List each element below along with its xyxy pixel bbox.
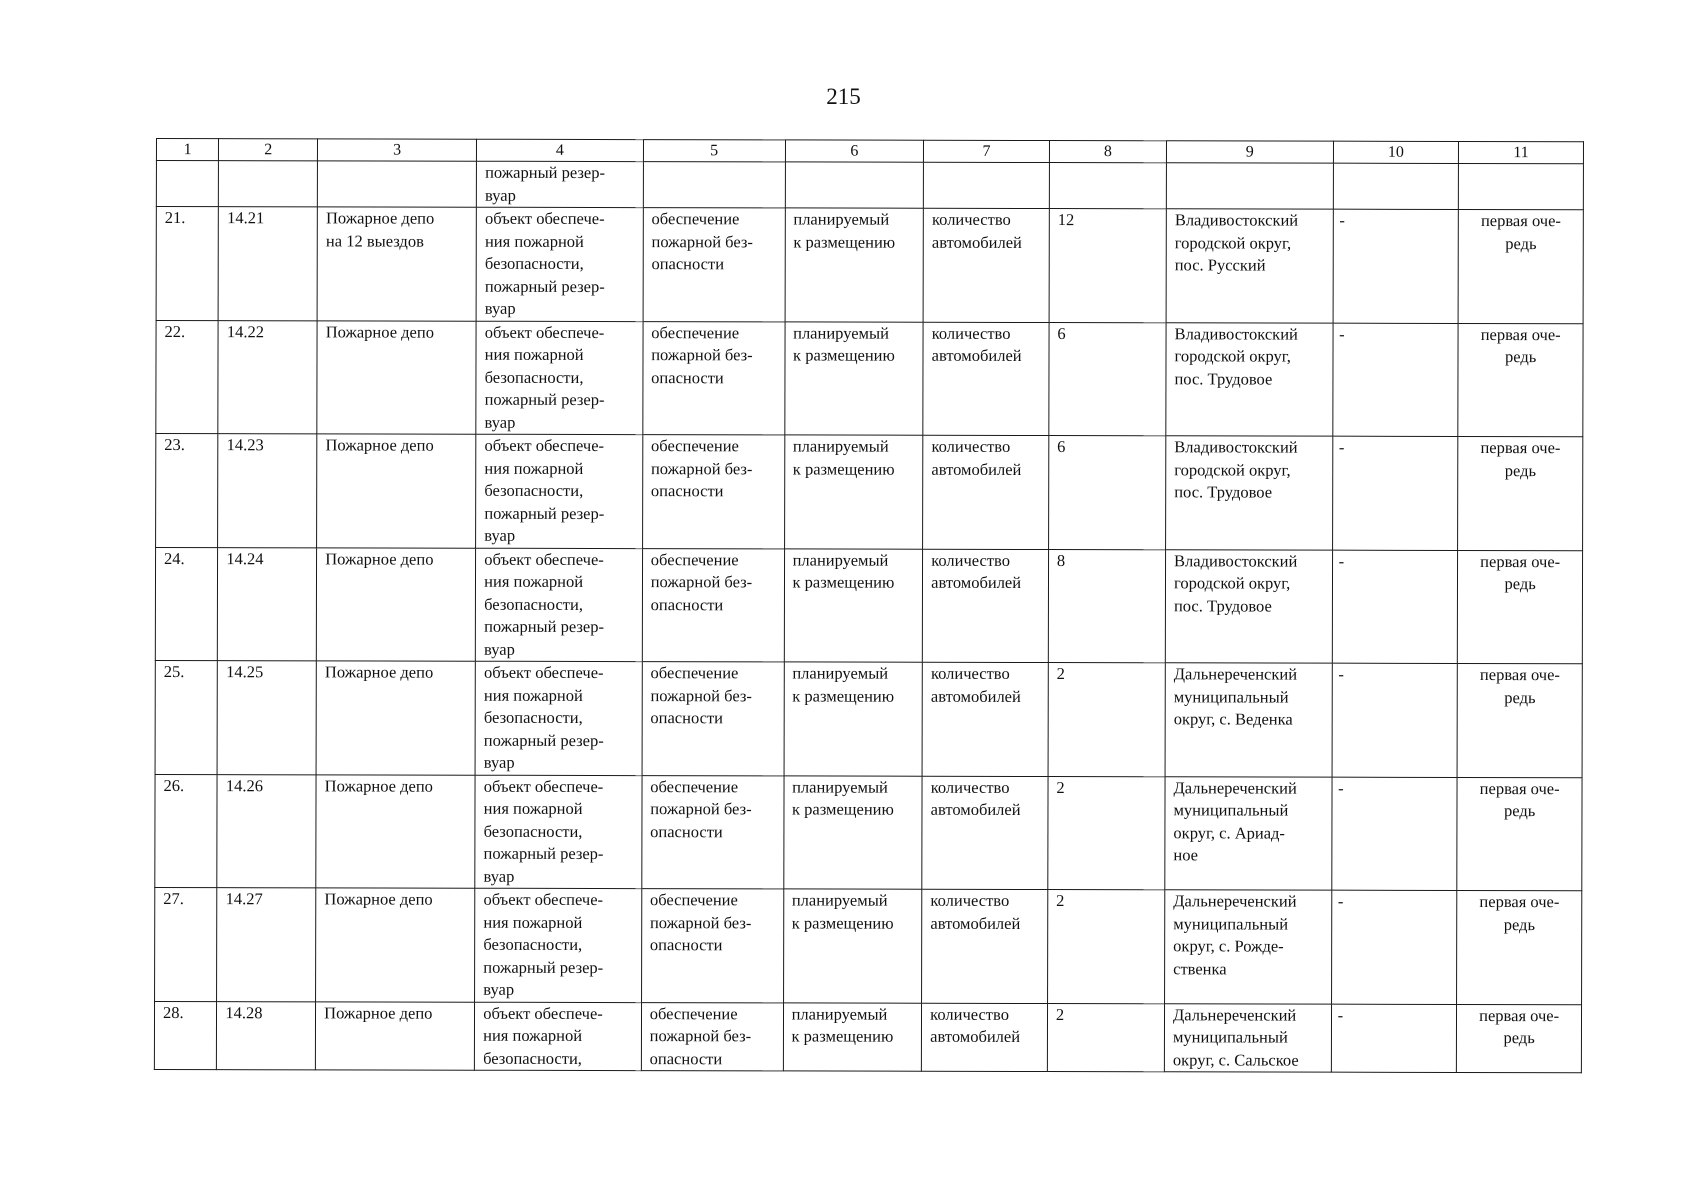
table-cell-col-9 <box>1166 163 1333 209</box>
table-cell-col-8: 2 <box>1047 890 1164 1004</box>
table-cell-col-5: обеспечение пожарной без- опасности <box>642 548 784 662</box>
table-cell-col-1: 24. <box>155 547 218 661</box>
table-row <box>154 1001 1581 1073</box>
table-cell-col-8 <box>1049 163 1166 209</box>
table-cell-col-5: обеспечение пожарной без- опасности <box>643 321 785 435</box>
table-header <box>156 139 1583 164</box>
table-cell-col-5: обеспечение пожарной без- опасности <box>642 775 784 889</box>
table-cell-col-2: 14.27 <box>217 888 316 1002</box>
table-cell-col-10: - <box>1332 550 1458 664</box>
table-cell-col-10: - <box>1331 890 1457 1004</box>
page-number: 215 <box>826 84 861 109</box>
table-cell-col-8: 2 <box>1048 776 1165 890</box>
table-cell-col-3: Пожарное депо <box>317 320 476 434</box>
table-cell-col-7: количество автомобилей <box>923 435 1049 549</box>
facilities-table <box>154 138 1584 1073</box>
table-cell-col-5 <box>643 162 785 208</box>
table-cell-col-2: 14.23 <box>218 434 317 548</box>
table-cell-col-9: Дальнереченский муниципальный округ, с. Сальское <box>1164 1003 1331 1072</box>
table-cell-col-9: Владивостокский городской округ, пос. Трудовое <box>1166 322 1333 436</box>
table-cell-col-6: планируемый к размещению <box>783 1002 922 1071</box>
table-cell-col-10: - <box>1332 323 1458 437</box>
table-cell-col-1: 27. <box>155 887 218 1001</box>
table-row-continuation <box>156 161 1583 210</box>
table-cell-col-8: 6 <box>1048 436 1165 550</box>
header-cell-col-2: 2 <box>219 139 318 161</box>
table-cell-col-6: планируемый к размещению <box>784 321 923 435</box>
table-cell-col-10: - <box>1332 436 1458 550</box>
table-cell-col-8: 6 <box>1049 322 1166 436</box>
table-cell-col-11: первая оче- редь <box>1458 550 1583 664</box>
table-cell-col-11: первая оче- редь <box>1458 323 1583 437</box>
table-cell-col-11: первая оче- редь <box>1457 777 1582 891</box>
table-cell-col-2: 14.21 <box>218 207 317 321</box>
table-cell-col-11: первая оче- редь <box>1458 209 1583 323</box>
table-cell-col-6: планируемый к размещению <box>783 889 922 1003</box>
table-cell-col-10: - <box>1332 663 1458 777</box>
table-body <box>154 161 1583 1073</box>
table-cell-col-11: первая оче- редь <box>1457 890 1582 1004</box>
header-cell-col-8: 8 <box>1049 141 1166 163</box>
table-cell-col-4: объект обеспече- ния пожарной безопасности, пожарный резер- вуар <box>475 661 642 775</box>
table-cell-col-5: обеспечение пожарной без- опасности <box>641 1002 783 1071</box>
table-cell-col-2 <box>219 161 318 207</box>
table-cell-col-3: Пожарное депо <box>316 774 475 888</box>
table-cell-col-1: 23. <box>156 434 219 548</box>
table-cell-col-10: - <box>1333 209 1459 323</box>
header-cell-col-6: 6 <box>785 140 924 162</box>
table-cell-col-7: количество автомобилей <box>922 1003 1048 1072</box>
table-cell-col-4: объект обеспече- ния пожарной безопасности, <box>475 1002 642 1071</box>
table-cell-col-2: 14.28 <box>217 1001 316 1070</box>
table-cell-col-4: пожарный резер- вуар <box>477 161 644 207</box>
table-cell-col-6: планируемый к размещению <box>785 208 924 322</box>
table-cell-col-2: 14.24 <box>218 547 317 661</box>
table-cell-col-5: обеспечение пожарной без- опасности <box>642 435 784 549</box>
table-cell-col-8: 12 <box>1049 209 1166 323</box>
table-cell-col-4: объект обеспече- ния пожарной безопасности, пожарный резер- вуар <box>476 321 643 435</box>
table-cell-col-10 <box>1333 163 1459 209</box>
table-row <box>155 774 1582 891</box>
header-cell-col-9: 9 <box>1166 141 1333 163</box>
table-cell-col-7 <box>924 162 1050 208</box>
table-cell-col-3: Пожарное депо <box>316 547 475 661</box>
table-cell-col-6: планируемый к размещению <box>784 662 923 776</box>
header-cell-col-3: 3 <box>318 139 477 161</box>
table-cell-col-11 <box>1459 163 1584 209</box>
table-cell-col-3: Пожарное депо <box>316 888 475 1002</box>
table-cell-col-11: первая оче- редь <box>1457 1004 1582 1073</box>
header-cell-col-5: 5 <box>643 140 785 162</box>
table-cell-col-2: 14.26 <box>217 774 316 888</box>
table-row <box>156 207 1583 324</box>
header-cell-col-11: 11 <box>1459 141 1584 163</box>
table-cell-col-6 <box>785 162 924 208</box>
table-cell-col-1 <box>156 161 218 207</box>
table-row <box>155 660 1582 777</box>
table-cell-col-10: - <box>1331 777 1457 891</box>
table-cell-col-7: количество автомобилей <box>922 889 1048 1003</box>
table-cell-col-3 <box>318 161 477 207</box>
table-cell-col-2: 14.25 <box>217 661 316 775</box>
table-cell-col-4: объект обеспече- ния пожарной безопасности, пожарный резер- вуар <box>476 207 643 321</box>
table-cell-col-5: обеспечение пожарной без- опасности <box>642 662 784 776</box>
table-cell-col-7: количество автомобилей <box>922 549 1048 663</box>
table-cell-col-9: Владивостокский городской округ, пос. Трудовое <box>1165 549 1332 663</box>
table-container <box>154 138 1584 1073</box>
table-cell-col-6: планируемый к размещению <box>783 775 922 889</box>
table-row <box>156 434 1583 551</box>
table-cell-col-1: 26. <box>155 774 218 888</box>
table-cell-col-9: Владивостокский городской округ, пос. Трудовое <box>1166 436 1333 550</box>
table-cell-col-7: количество автомобилей <box>923 208 1049 322</box>
table-cell-col-8: 2 <box>1047 1003 1164 1072</box>
header-cell-col-1: 1 <box>156 139 218 161</box>
table-cell-col-3: Пожарное депо <box>317 434 476 548</box>
header-row <box>156 139 1583 164</box>
table-cell-col-3: Пожарное депо <box>316 661 475 775</box>
table-cell-col-6: планируемый к размещению <box>784 435 923 549</box>
table-cell-col-1: 25. <box>155 660 218 774</box>
table-cell-col-4: объект обеспече- ния пожарной безопасности, пожарный резер- вуар <box>475 888 642 1002</box>
table-cell-col-4: объект обеспече- ния пожарной безопасности, пожарный резер- вуар <box>476 434 643 548</box>
table-cell-col-7: количество автомобилей <box>922 776 1048 890</box>
table-cell-col-10: - <box>1331 1004 1457 1073</box>
table-cell-col-9: Дальнереченский муниципальный округ, с. Ариад- ное <box>1165 776 1332 890</box>
table-cell-col-7: количество автомобилей <box>923 322 1049 436</box>
table-row <box>155 547 1582 664</box>
table-cell-col-1: 21. <box>156 207 219 321</box>
table-cell-col-5: обеспечение пожарной без- опасности <box>643 208 785 322</box>
table-cell-col-4: объект обеспече- ния пожарной безопасности, пожарный резер- вуар <box>476 548 643 662</box>
table-cell-col-3: Пожарное депо <box>316 1001 475 1070</box>
table-cell-col-2: 14.22 <box>218 320 317 434</box>
table-cell-col-5: обеспечение пожарной без- опасности <box>641 889 783 1003</box>
table-cell-col-11: первая оче- редь <box>1457 663 1582 777</box>
table-cell-col-1: 28. <box>154 1001 216 1070</box>
table-cell-col-9: Дальнереченский муниципальный округ, с. Веденка <box>1165 663 1332 777</box>
table-cell-col-9: Дальнереченский муниципальный округ, с. Рожде- ственка <box>1165 890 1332 1004</box>
table-cell-col-4: объект обеспече- ния пожарной безопасности, пожарный резер- вуар <box>475 775 642 889</box>
table-cell-col-8: 8 <box>1048 549 1165 663</box>
table-cell-col-11: первая оче- редь <box>1458 436 1583 550</box>
table-row <box>155 887 1582 1004</box>
table-cell-col-1: 22. <box>156 320 219 434</box>
table-cell-col-9: Владивостокский городской округ, пос. Русский <box>1166 209 1333 323</box>
table-row <box>156 320 1583 437</box>
header-cell-col-10: 10 <box>1333 141 1459 163</box>
table-cell-col-6: планируемый к размещению <box>784 548 923 662</box>
header-cell-col-4: 4 <box>477 139 644 161</box>
table-cell-col-3: Пожарное депо на 12 выездов <box>317 207 476 321</box>
table-cell-col-8: 2 <box>1048 663 1165 777</box>
table-cell-col-7: количество автомобилей <box>922 662 1048 776</box>
header-cell-col-7: 7 <box>924 140 1050 162</box>
